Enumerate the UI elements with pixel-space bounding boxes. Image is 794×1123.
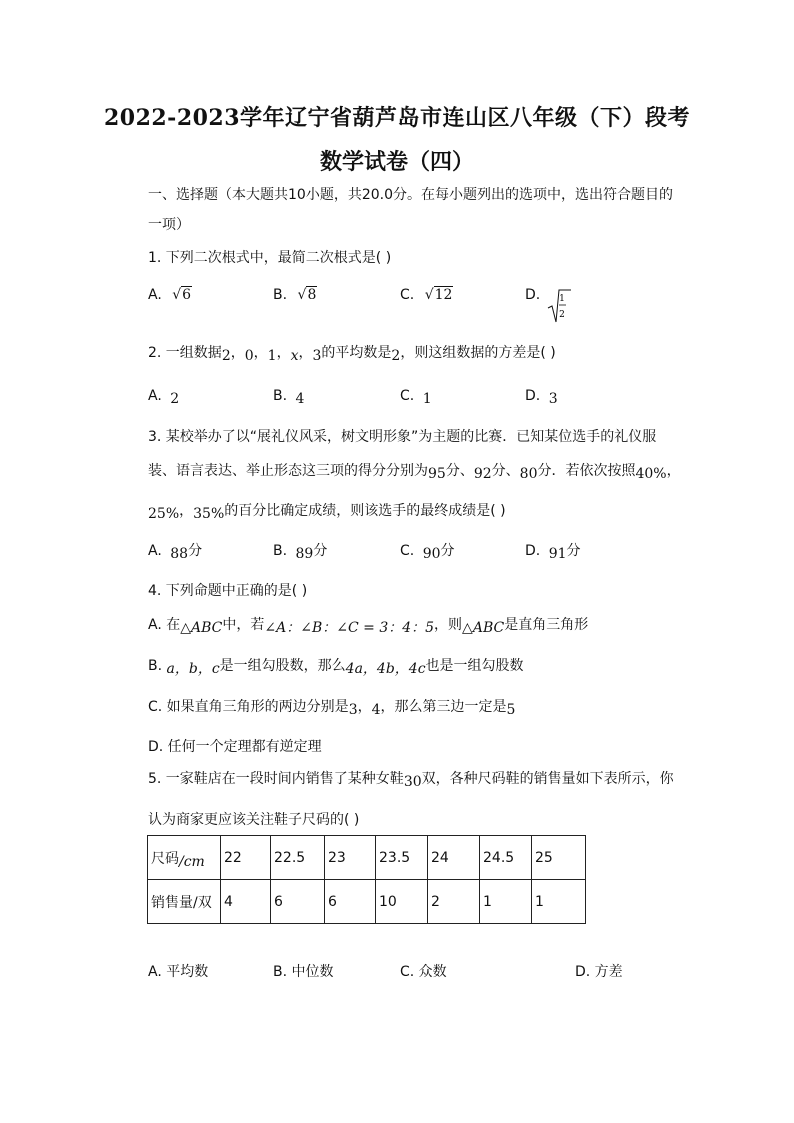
table-header-cell: [148, 836, 221, 880]
q1-option-a-label: A.: [148, 287, 162, 303]
q1-option-a-value: 6: [182, 287, 192, 303]
table-cell: 6: [325, 880, 376, 924]
q4-text: 中，若: [222, 617, 265, 633]
q4-angle-ratio: ∠A：∠B：∠C = 3：4：5: [264, 620, 435, 636]
q3-option-b-label: B.: [273, 543, 288, 559]
q4-text: A. 在: [148, 617, 181, 633]
size-header: 尺码: [151, 850, 179, 867]
q1-stem: 1. 下列二次根式中，最简二次根式是( ): [148, 250, 392, 266]
q4-text: C. 如果直角三角形的两边分别是: [148, 699, 349, 715]
table-cell: 23: [325, 836, 376, 880]
section-heading-cont: 一项）: [148, 217, 190, 233]
q5-text: 5. 一家鞋店在一段时间内销售了某种女鞋: [148, 771, 404, 787]
q3-text: 分、: [445, 463, 474, 479]
q3-stem-line2: [148, 462, 681, 480]
q5-stem-line2: 认为商家更应该关注鞋子尺码的( ): [148, 812, 360, 828]
q5-text: 双，各种尺码鞋的销售量如下表所示，你: [421, 771, 674, 787]
size-unit: /cm: [179, 853, 205, 870]
table-cell: 22: [221, 836, 271, 880]
q2-option-b: [273, 387, 304, 405]
q5-stem-line1: [148, 770, 674, 788]
q2-data-value: x: [290, 348, 299, 364]
q3-option-a: [148, 542, 202, 560]
q4-stem: 4. 下列命题中正确的是( ): [148, 583, 308, 599]
table-header-cell: [148, 880, 221, 924]
q5-option-b: B. 中位数: [273, 964, 334, 980]
q4-number: 5: [506, 702, 516, 718]
q5-option-d: D. 方差: [575, 964, 623, 980]
q4-text: B.: [148, 658, 167, 674]
q1-option-d-radical: [546, 288, 572, 324]
table-row: [148, 836, 586, 880]
q2-stem-text: 的平均数是: [321, 345, 392, 361]
q4-text: 是一组勾股数，那么: [219, 658, 346, 674]
q3-weight: 40%: [635, 466, 667, 482]
q2-option-d-value: 3: [548, 391, 558, 407]
q4-math: 4a，4b，4c: [345, 661, 426, 677]
q1-option-d: [525, 286, 540, 304]
q2-sep: ，: [253, 345, 268, 361]
q3-score: 80: [519, 466, 538, 482]
triangle-symbol: △: [462, 620, 473, 636]
q2-sep: ，: [298, 345, 313, 361]
q1-option-a: A. √6: [148, 287, 192, 303]
table-cell: 24.5: [480, 836, 532, 880]
q2-option-a: [148, 387, 179, 405]
q5-number: 30: [403, 774, 422, 790]
q1-option-b-value: 8: [307, 287, 317, 303]
sales-header: 销售量: [151, 894, 193, 911]
table-cell: 2: [428, 880, 480, 924]
q3-option-a-value: 88: [170, 546, 189, 562]
q3-option-c: [400, 542, 455, 560]
q3-score: 95: [428, 466, 446, 482]
q5-option-c: C. 众数: [400, 964, 447, 980]
q3-option-b-value: 89: [295, 546, 314, 562]
q4-math: a，b，c: [166, 661, 220, 677]
q2-option-a-label: A.: [148, 388, 162, 404]
q4-text: ，则: [434, 617, 463, 633]
table-cell: 6: [271, 880, 325, 924]
q2-option-d-label: D.: [525, 388, 541, 404]
table-cell: 22.5: [271, 836, 325, 880]
q3-unit: 分: [188, 543, 203, 559]
table-cell: 24: [428, 836, 480, 880]
q1-option-d-numerator: 1: [559, 294, 565, 304]
q2-data-value: 1: [267, 348, 277, 364]
triangle-symbol: △: [180, 620, 192, 636]
q3-option-d-label: D.: [525, 543, 541, 559]
q3-text: ，: [179, 503, 194, 519]
q3-option-c-label: C.: [400, 543, 415, 559]
q4-text: ，那么第三边一定是: [380, 699, 507, 715]
q2-option-c: [400, 387, 432, 405]
q4-math: ABC: [191, 620, 223, 636]
table-cell: 23.5: [376, 836, 428, 880]
q3-option-c-value: 90: [422, 546, 441, 562]
q3-stem-line3: [148, 502, 506, 520]
q4-option-c: [148, 698, 515, 716]
q3-weight: 25%: [148, 506, 180, 522]
q2-sep: ，: [230, 345, 245, 361]
q4-option-d: D. 任何一个定理都有逆定理: [148, 739, 322, 755]
q3-text: 装、语言表达、举止形态这三项的得分分别为: [148, 463, 428, 479]
q4-option-a: [148, 616, 588, 634]
q1-option-c: C. √12: [400, 287, 453, 303]
q2-stem-text: ，则这组数据的方差是( ): [400, 345, 556, 361]
q2-option-a-value: 2: [170, 391, 180, 407]
q2-option-d: [525, 387, 558, 405]
shoe-size-table: [147, 835, 586, 924]
q2-option-b-value: 4: [295, 391, 305, 407]
q2-mean-value: 2: [391, 348, 401, 364]
q3-text: 的百分比确定成绩，则该选手的最终成绩是( ): [224, 503, 506, 519]
table-cell: 4: [221, 880, 271, 924]
q1-option-b: B. √8: [273, 287, 317, 303]
table-cell: 1: [532, 880, 586, 924]
q3-text: ，: [666, 463, 681, 479]
section-heading: 一、选择题（本大题共10小题，共20.0分。在每小题列出的选项中，选出符合题目的: [148, 187, 673, 203]
q3-unit: 分: [313, 543, 328, 559]
q4-number: 4: [371, 702, 381, 718]
q4-text: ，: [357, 699, 372, 715]
q1-option-b-label: B.: [273, 287, 288, 303]
q2-option-c-value: 1: [422, 391, 432, 407]
q2-stem-text: 2. 一组数据: [148, 345, 222, 361]
table-row: [148, 880, 586, 924]
q3-weight: 35%: [193, 506, 225, 522]
q1-option-c-label: C.: [400, 287, 415, 303]
exam-subtitle: 数学试卷（四）: [319, 149, 474, 175]
q3-stem-line1: 3. 某校举办了以“展礼仪风采，树文明形象”为主题的比赛．已知某位选手的礼仪服: [148, 429, 657, 445]
table-cell: 1: [480, 880, 532, 924]
q3-option-d: [525, 542, 581, 560]
q2-option-b-label: B.: [273, 388, 288, 404]
q3-option-b: [273, 542, 327, 560]
table-cell: 10: [376, 880, 428, 924]
q4-text: 也是一组勾股数: [425, 658, 524, 674]
q4-text: 是直角三角形: [504, 617, 589, 633]
q2-data-value: 3: [312, 348, 322, 364]
q1-option-d-label: D.: [525, 287, 541, 303]
q1-option-d-denominator: 2: [559, 310, 565, 320]
q4-number: 3: [348, 702, 358, 718]
q1-option-c-value: 12: [434, 287, 453, 303]
q3-score: 92: [473, 466, 492, 482]
sales-unit: /双: [193, 894, 212, 911]
q4-math: ABC: [472, 620, 505, 636]
q2-option-c-label: C.: [400, 388, 415, 404]
q2-data-value: 2: [221, 348, 231, 364]
q3-unit: 分: [566, 543, 581, 559]
q3-unit: 分: [440, 543, 455, 559]
q2-stem: [148, 344, 556, 362]
q2-sep: ，: [276, 345, 291, 361]
q3-text: 分．若依次按照: [537, 463, 636, 479]
q5-option-a: A. 平均数: [148, 964, 209, 980]
q3-option-a-label: A.: [148, 543, 162, 559]
table-cell: 25: [532, 836, 586, 880]
q2-data-value: 0: [244, 348, 254, 364]
q4-option-b: [148, 657, 524, 675]
q3-text: 分、: [491, 463, 520, 479]
q3-option-d-value: 91: [548, 546, 567, 562]
exam-title: 2022-2023学年辽宁省葫芦岛市连山区八年级（下）段考: [103, 105, 691, 131]
